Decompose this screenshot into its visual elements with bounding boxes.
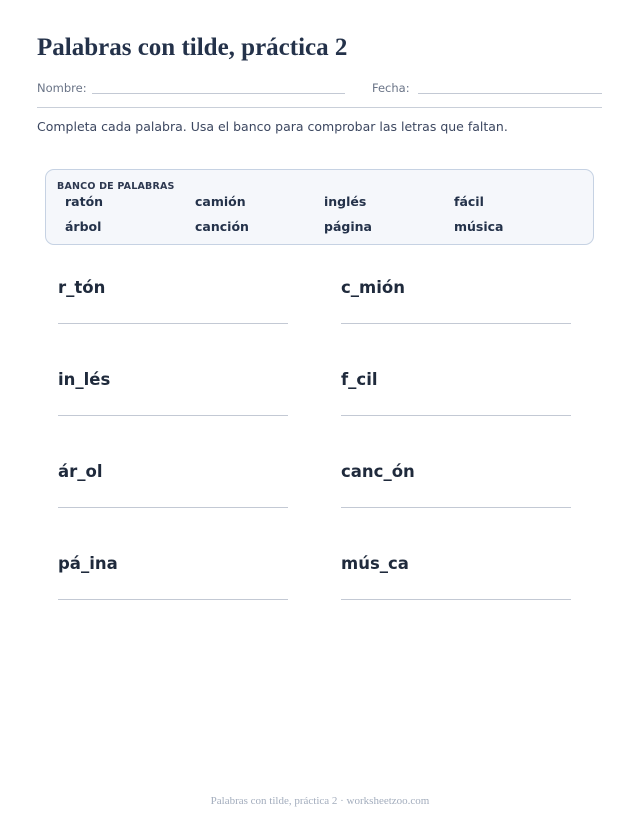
instructions: Completa cada palabra. Usa el banco para comprobar las letras que faltan. — [37, 119, 508, 134]
bank-word: fácil — [454, 194, 484, 209]
word-bank-heading: BANCO DE PALABRAS — [57, 181, 175, 192]
answer-line[interactable] — [341, 415, 571, 416]
bank-word: camión — [195, 194, 246, 209]
answer-line[interactable] — [58, 323, 288, 324]
bank-word: ratón — [65, 194, 104, 209]
exercise-word: ár_ol — [58, 462, 103, 481]
name-line[interactable] — [92, 93, 345, 94]
bank-word: página — [324, 219, 372, 234]
exercise-word: f_cil — [341, 370, 378, 389]
answer-line[interactable] — [341, 599, 571, 600]
name-date-row — [37, 78, 602, 108]
answer-line[interactable] — [341, 507, 571, 508]
page-title: Palabras con tilde, práctica 2 — [37, 34, 348, 61]
bank-word: árbol — [65, 219, 102, 234]
date-label: Fecha: — [372, 81, 410, 95]
bank-word: canción — [195, 219, 249, 234]
exercise-word: r_tón — [58, 278, 106, 297]
exercise-word: in_lés — [58, 370, 111, 389]
answer-line[interactable] — [58, 599, 288, 600]
name-label: Nombre: — [37, 81, 87, 95]
answer-line[interactable] — [341, 323, 571, 324]
date-line[interactable] — [418, 93, 602, 94]
exercise-word: pá_ina — [58, 554, 118, 573]
page-footer: Palabras con tilde, práctica 2 · worksheetzoo.com — [210, 795, 430, 807]
word-bank — [45, 169, 594, 245]
answer-line[interactable] — [58, 507, 288, 508]
exercise-word: canc_ón — [341, 462, 415, 481]
exercise-word: c_mión — [341, 278, 405, 297]
exercise-word: mús_ca — [341, 554, 409, 573]
bank-word: música — [454, 219, 504, 234]
answer-line[interactable] — [58, 415, 288, 416]
bank-word: inglés — [324, 194, 367, 209]
